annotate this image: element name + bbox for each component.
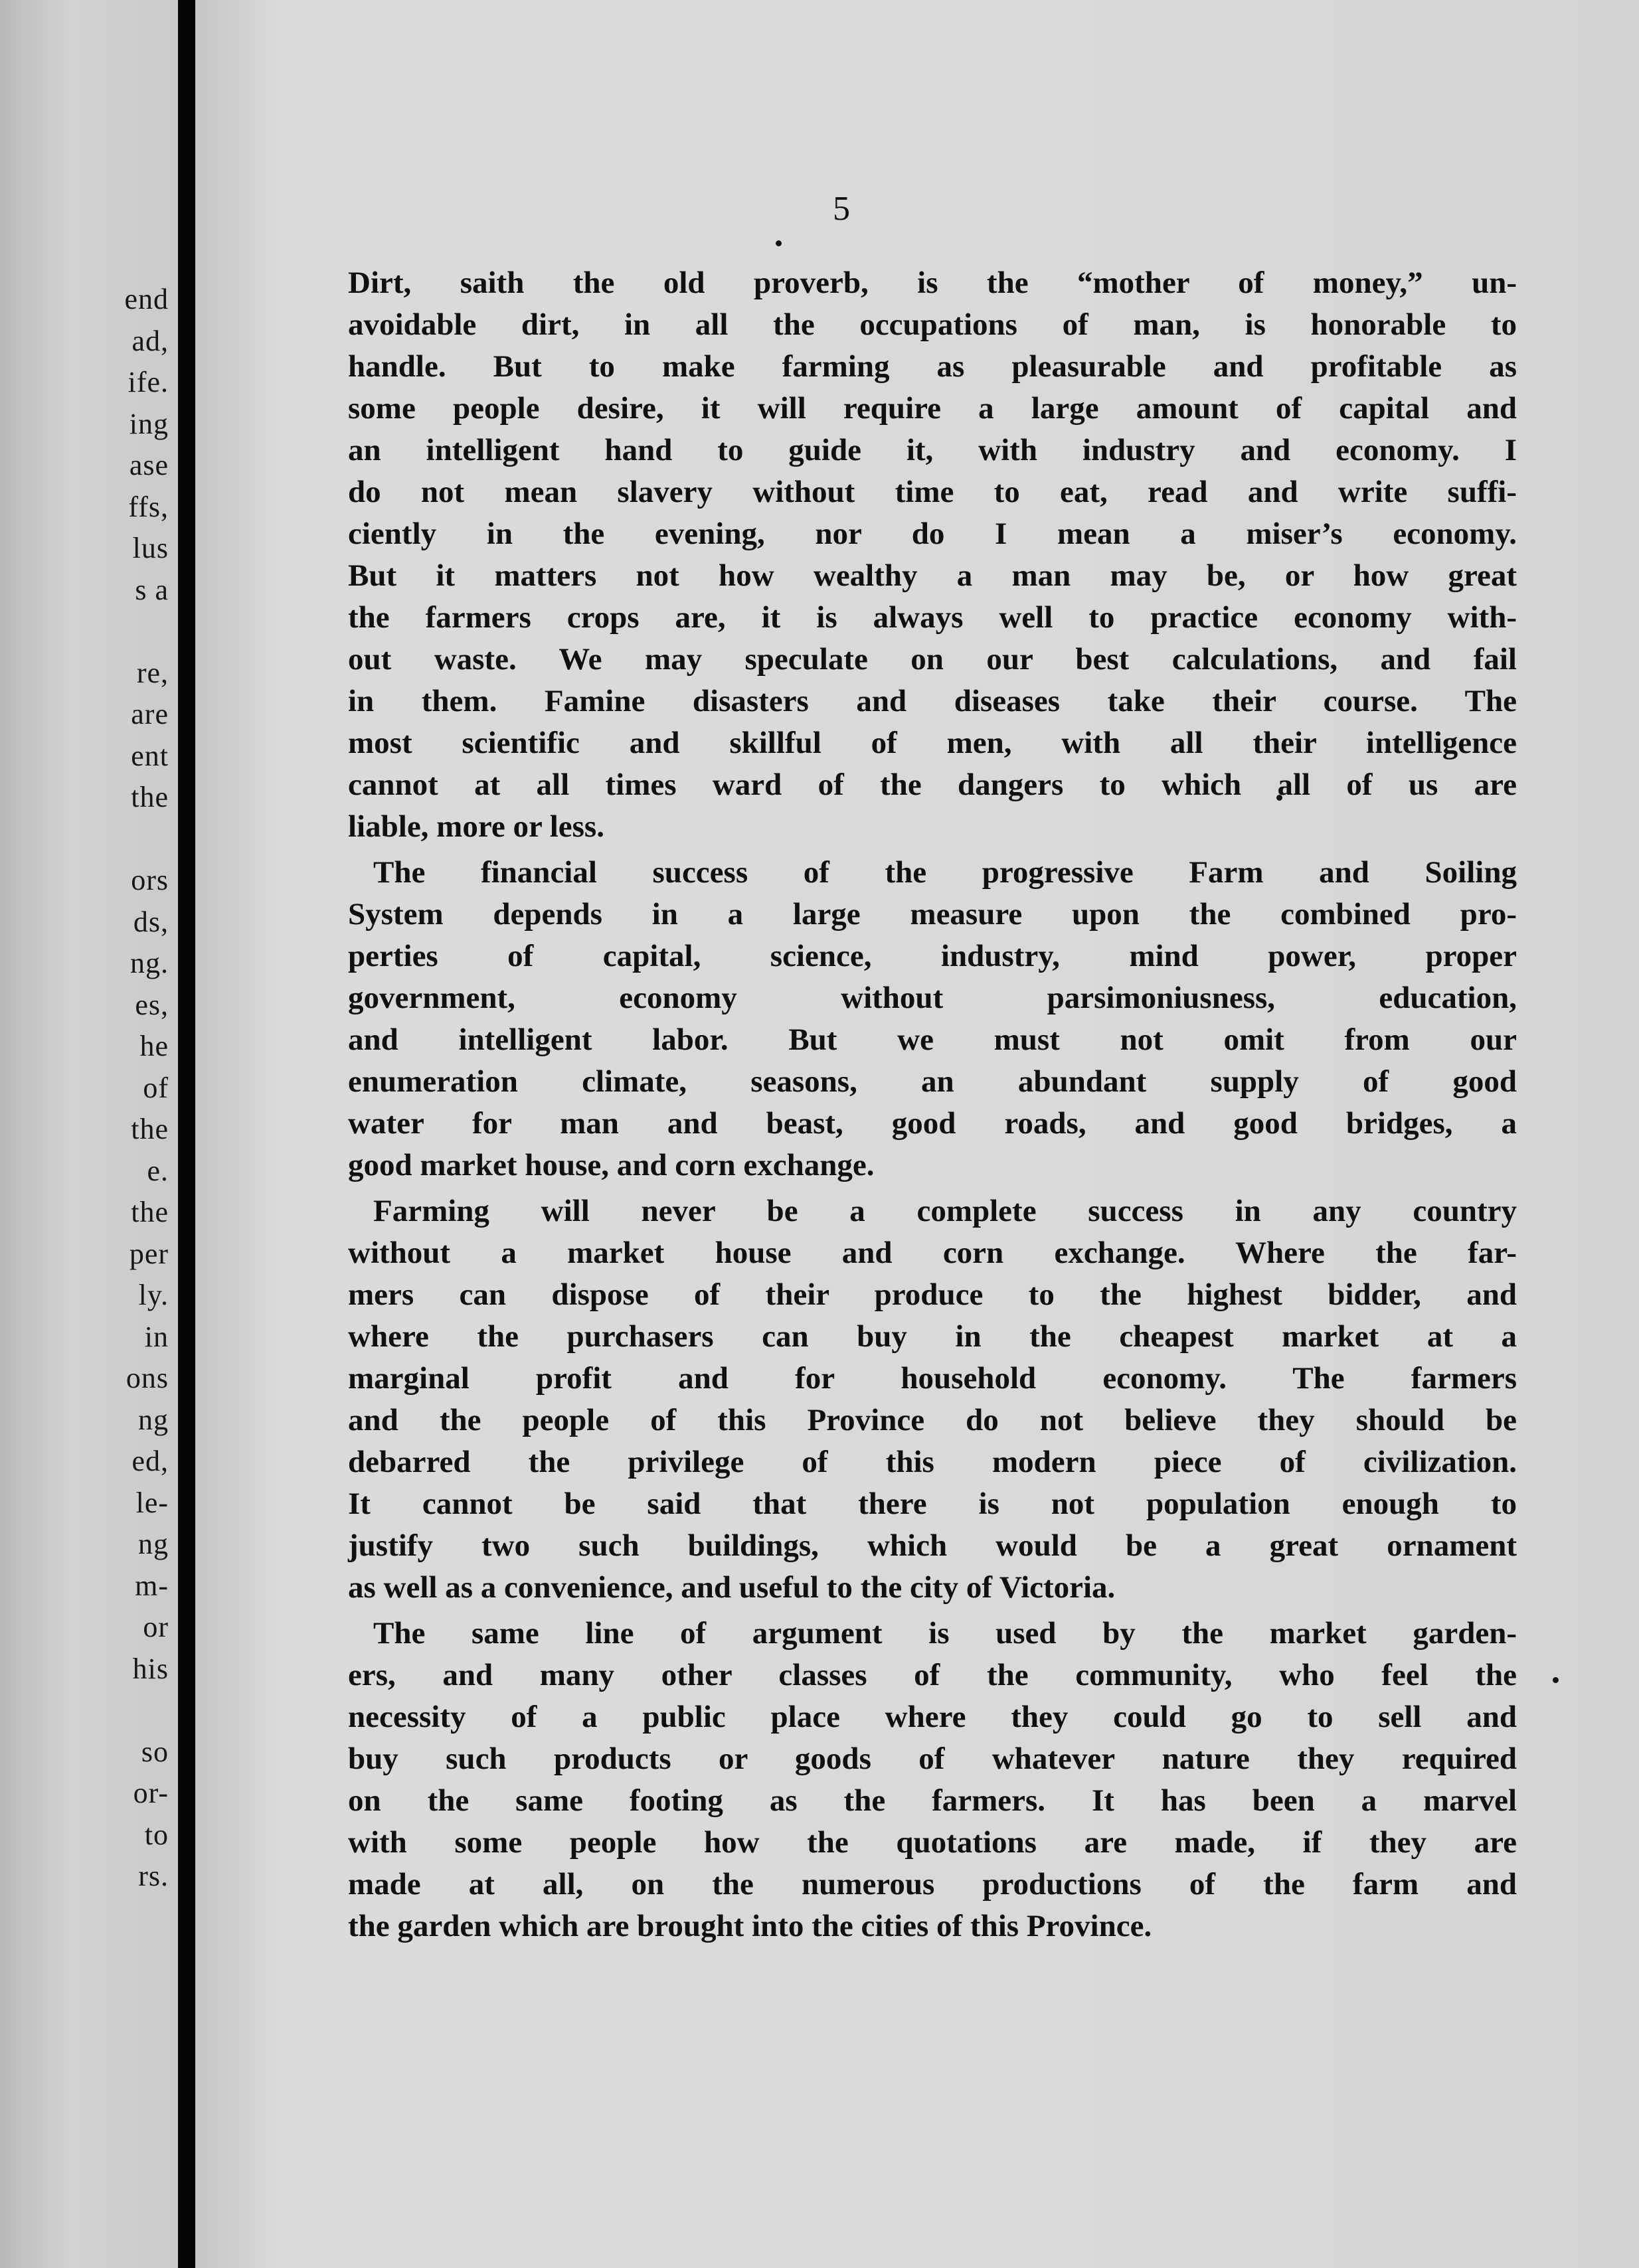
previous-page-fragment: he [139,1030,169,1062]
text-line: necessity of a public place where they could go to sell and [348,1700,1517,1734]
text-line: Dirt, saith the old proverb, is the “mother of money,” un- [348,266,1517,300]
previous-page-fragment: le- [135,1486,169,1519]
previous-page-edge [0,0,178,2268]
previous-page-fragment: ors [131,864,169,896]
text-line: out waste. We may speculate on our best calculations, and fail [348,642,1517,677]
text-line: buy such products or goods of whatever nature they required [348,1742,1517,1776]
text-line: government, economy without parsimoniusness, education, [348,981,1517,1015]
previous-page-fragment: ffs, [128,490,169,523]
page-number: 5 [833,190,850,228]
previous-page-fragment: ng [138,1528,169,1560]
paragraph [348,1190,1517,1609]
previous-page-fragment: or- [133,1777,169,1809]
text-line: marginal profit and for household economy. The farmers [348,1361,1517,1396]
previous-page-fragment: ons [126,1362,169,1394]
text-line: ers, and many other classes of the community, who feel the [348,1658,1517,1692]
previous-page-fragment: in [144,1320,169,1353]
text-line: do not mean slavery without time to eat, read and write suffi- [348,475,1517,509]
text-line: Farming will never be a complete success in any country [373,1194,1517,1228]
previous-page-fragment: m- [135,1569,169,1602]
previous-page-fragment: the [131,1113,169,1145]
previous-page-fragment: rs. [138,1860,169,1892]
text-line: with some people how the quotations are made, if they are [348,1825,1517,1860]
previous-page-fragment: or [143,1611,169,1643]
previous-page-fragment: e. [147,1154,169,1187]
previous-page-fragment: of [143,1071,169,1104]
text-line: debarred the privilege of this modern piece of civilization. [348,1445,1517,1479]
previous-page-fragment: ng [138,1403,169,1436]
text-line: made at all, on the numerous productions of the farm and [348,1867,1517,1902]
previous-page-fragment: ng. [130,947,169,979]
text-line: on the same footing as the farmers. It has been a marvel [348,1783,1517,1818]
body-text [348,262,1517,1947]
text-line: without a market house and corn exchange. Where the far- [348,1236,1517,1270]
previous-page-fragment: lus [132,532,169,564]
text-line: It cannot be said that there is not population enough to [348,1487,1517,1521]
previous-page-fragment: end [124,283,169,315]
text-line: the garden which are brought into the cities of this Province. [348,1909,1152,1943]
text-line: the farmers crops are, it is always well to practice economy with- [348,600,1517,635]
book-gutter [178,0,195,2268]
previous-page-fragment: are [131,698,169,730]
previous-page-fragment: ly. [138,1279,169,1311]
text-line: The same line of argument is used by the market garden- [373,1616,1517,1651]
text-line: as well as a convenience, and useful to the city of Victoria. [348,1570,1116,1605]
previous-page-fragment: ase [129,449,169,481]
paragraph [348,262,1517,848]
text-line: ciently in the evening, nor do I mean a miser’s economy. [348,517,1517,551]
previous-page-fragment: ent [131,739,169,772]
text-line: justify two such buildings, which would be a great ornament [348,1528,1517,1563]
text-line: good market house, and corn exchange. [348,1148,875,1182]
text-line: But it matters not how wealthy a man may be, or how great [348,558,1517,593]
previous-page-fragment: the [131,1196,169,1228]
text-line: some people desire, it will require a large amount of capital and [348,391,1517,426]
book-page [195,0,1639,2268]
previous-page-fragment: his [132,1652,169,1685]
ink-speck [1553,1677,1559,1683]
text-line: avoidable dirt, in all the occupations of man, is honorable to [348,307,1517,342]
text-line: an intelligent hand to guide it, with industry and economy. I [348,433,1517,467]
previous-page-fragment: re, [136,656,169,689]
paragraph [348,852,1517,1186]
previous-page-fragment: ds, [133,905,169,938]
paragraph [348,1613,1517,1947]
text-line: System depends in a large measure upon the combined pro- [348,897,1517,932]
previous-page-fragment: ed, [131,1445,169,1477]
text-line: in them. Famine disasters and diseases take their course. The [348,684,1517,718]
text-line: where the purchasers can buy in the cheapest market at a [348,1319,1517,1354]
text-line: most scientific and skillful of men, with all their intelligence [348,726,1517,760]
text-line: mers can dispose of their produce to the highest bidder, and [348,1277,1517,1312]
text-line: enumeration climate, seasons, an abundant supply of good [348,1064,1517,1099]
previous-page-fragment: to [144,1818,169,1851]
text-line: cannot at all times ward of the dangers to which all of us are [348,768,1517,802]
previous-page-fragment: ife. [128,366,169,398]
text-line: The financial success of the progressive Farm and Soiling [373,855,1517,890]
text-line: perties of capital, science, industry, mind power, proper [348,939,1517,973]
previous-page-fragment: ad, [131,324,169,357]
previous-page-fragment: so [141,1735,169,1768]
text-line: water for man and beast, good roads, and good bridges, a [348,1106,1517,1141]
ink-speck [776,240,782,246]
text-line: and the people of this Province do not believe they should be [348,1403,1517,1437]
previous-page-fragment: ing [129,407,169,440]
previous-page-fragment: s a [135,573,169,606]
text-line: and intelligent labor. But we must not omit from our [348,1022,1517,1057]
previous-page-fragment: es, [135,988,169,1021]
previous-page-fragment: per [129,1237,169,1270]
previous-page-fragment: the [131,781,169,813]
text-line: handle. But to make farming as pleasurable and profitable as [348,349,1517,384]
text-line: liable, more or less. [348,809,604,844]
